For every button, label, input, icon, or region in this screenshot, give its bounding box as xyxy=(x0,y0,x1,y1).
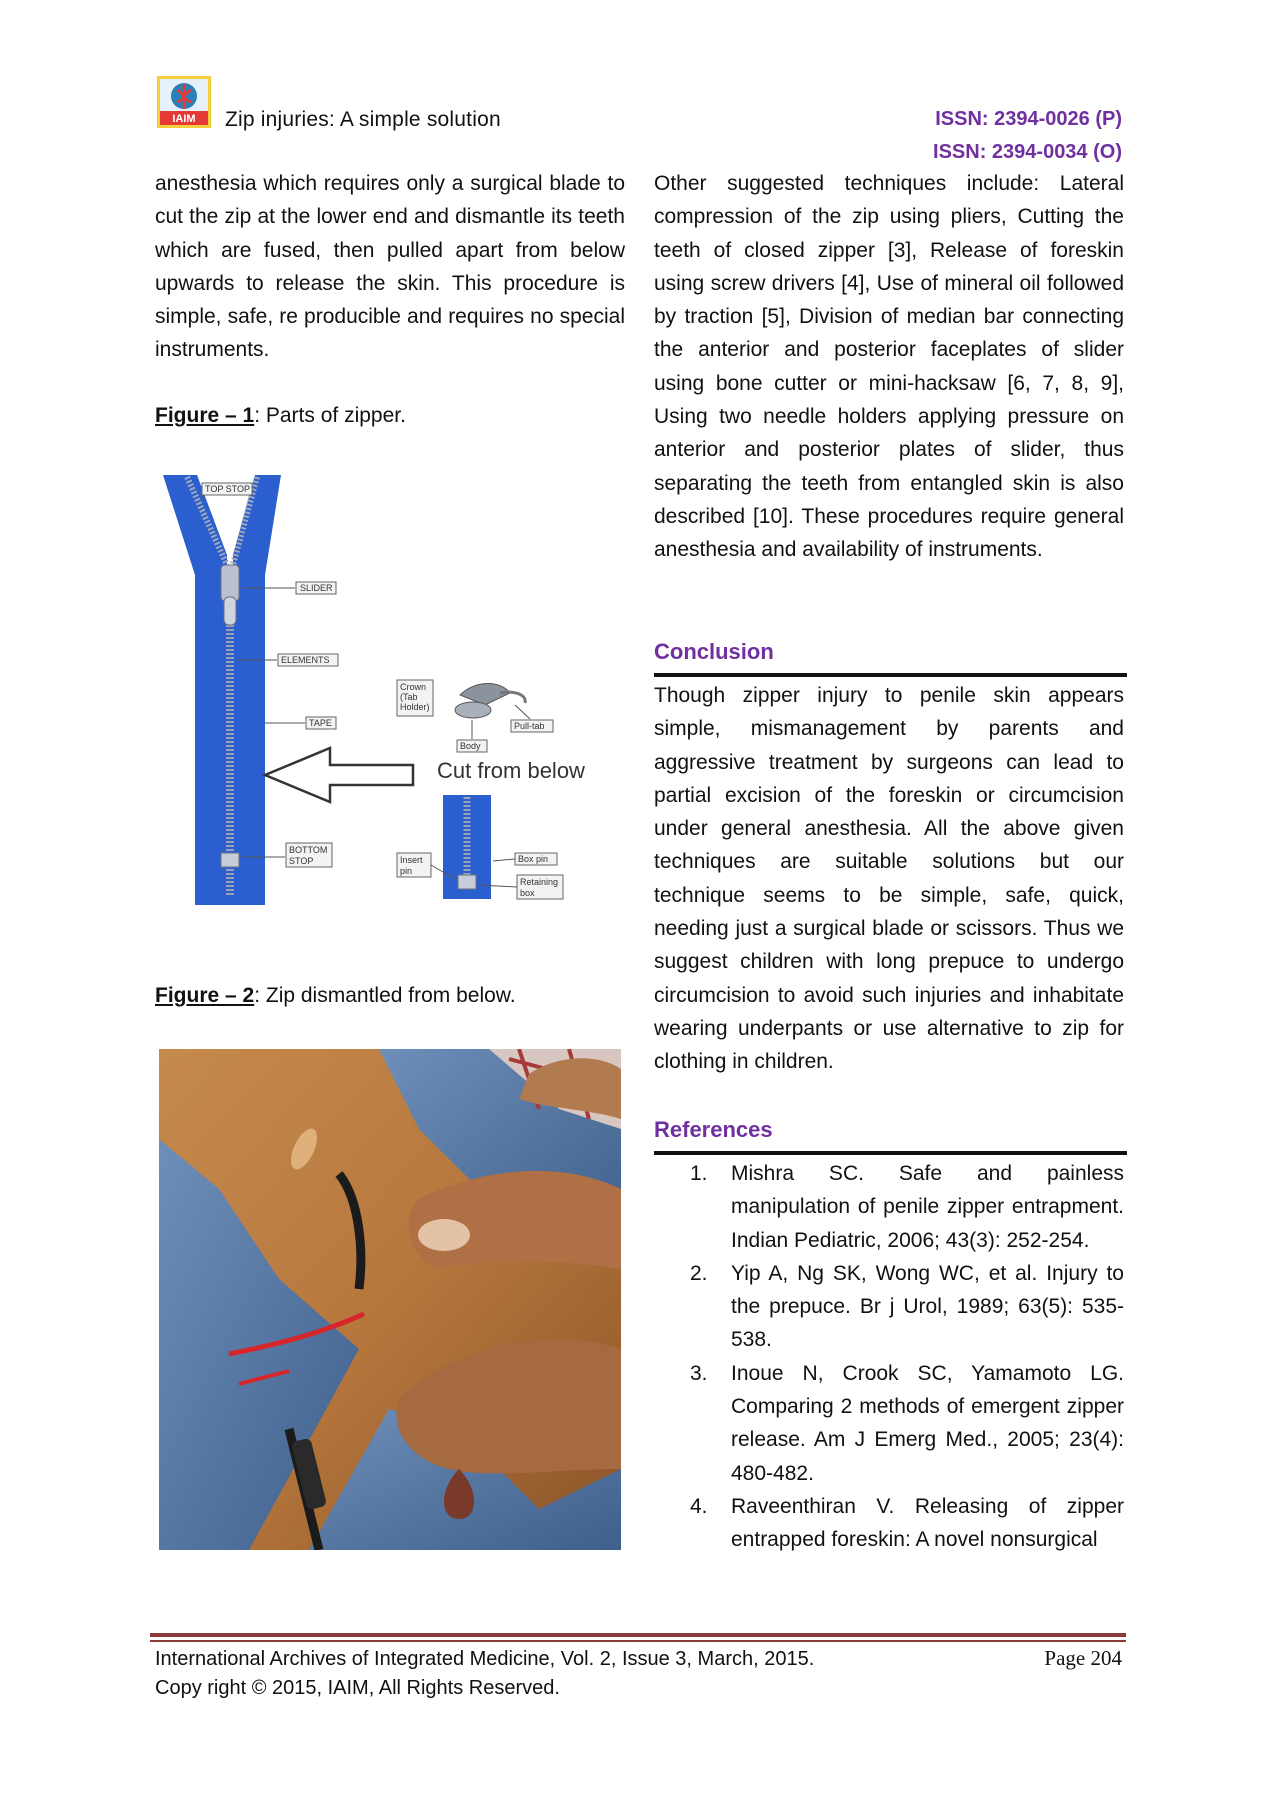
figure-1-zipper-diagram xyxy=(155,465,595,915)
figure-2-label: Figure – 2 xyxy=(155,984,255,1007)
reference-item xyxy=(654,1357,1124,1490)
label-crown-3: Holder) xyxy=(400,702,430,712)
label-slider: SLIDER xyxy=(300,583,333,593)
intro-paragraph: anesthesia which requires only a surgical blade to cut the zip at the lower end and dismantle its teeth which are fused, then pulled apart from below upwards to release the skin. This procedure is simple, safe, re producible and requires no special instruments. xyxy=(155,172,625,362)
figure-2-caption-text: : Zip dismantled from below. xyxy=(254,984,516,1007)
issn-print: ISSN: 2394-0026 (P) xyxy=(935,108,1122,130)
right-column xyxy=(654,167,1124,567)
label-bottom-stop-2: STOP xyxy=(289,856,314,866)
footer-journal-line: International Archives of Integrated Medicine, Vol. 2, Issue 3, March, 2015. xyxy=(155,1648,815,1670)
reference-item xyxy=(654,1257,1124,1357)
reference-number: 1. xyxy=(690,1162,708,1185)
figure-2-caption xyxy=(155,984,516,1008)
conclusion-rule xyxy=(654,673,1127,677)
label-insert-pin-1: Insert xyxy=(400,855,423,865)
conclusion-heading: Conclusion xyxy=(654,639,774,664)
running-title: Zip injuries: A simple solution xyxy=(225,108,501,131)
references-heading: References xyxy=(654,1117,773,1142)
label-body: Body xyxy=(460,741,481,751)
conclusion-paragraph: Though zipper injury to penile skin appears simple, mismanagement by parents and aggressive treatment by surgeons can lead to partial excision of the foreskin or circumcision under general anesthesia. All the above given techniques are suitable solutions but our technique seems to be simple, safe, quick, needing just a surgical blade or scissors. Thus we suggest children with long prepuce to undergo circumcision to avoid such injuries and inhabitate wearing underpants or use alternative to zip for clothing in children. xyxy=(654,684,1124,1074)
label-crown-1: Crown xyxy=(400,682,427,692)
reference-item xyxy=(654,1157,1124,1257)
figure-1-caption-text: : Parts of zipper. xyxy=(254,404,406,427)
logo-text: IAIM xyxy=(172,113,196,125)
label-insert-pin-2: pin xyxy=(400,866,413,876)
reference-list xyxy=(654,1157,1124,1557)
page-number: Page 204 xyxy=(1044,1646,1122,1670)
figure-2-clinical-photo xyxy=(159,1049,621,1550)
footer-copyright: Copy right © 2015, IAIM, All Rights Reserved. xyxy=(155,1677,560,1699)
reference-text: Yip A, Ng SK, Wong WC, et al. Injury to the prepuce. Br j Urol, 1989; 63(5): 535-538. xyxy=(731,1261,1124,1352)
reference-number: 4. xyxy=(690,1494,708,1518)
label-retaining-box-1: Retaining xyxy=(520,877,559,887)
journal-logo xyxy=(157,76,211,128)
label-elements: ELEMENTS xyxy=(281,655,330,665)
label-pull-tab: Pull-tab xyxy=(514,721,545,731)
label-box-pin: Box pin xyxy=(518,854,549,864)
label-bottom-stop-1: BOTTOM xyxy=(289,845,328,855)
label-top-stop: TOP STOP xyxy=(205,484,251,494)
reference-text: Inoue N, Crook SC, Yamamoto LG. Comparing 2 methods of emergent zipper release. Am J Emerg Med., 2005; 23(4): 480-482. xyxy=(731,1361,1124,1485)
footer-rule-thick xyxy=(150,1633,1126,1637)
references-rule xyxy=(654,1151,1127,1155)
reference-text: Mishra SC. Safe and painless manipulation of penile zipper entrapment. Indian Pediatric, 2006; 43(3): 252-254. xyxy=(731,1162,1124,1252)
label-cut-from-below: Cut from below xyxy=(437,758,585,783)
techniques-paragraph: Other suggested techniques include: Lateral compression of the zip using pliers, Cutting the teeth of closed zipper [3], Release of foreskin using screw drivers [4], Use of mineral oil followed by traction [5], Division of median bar connecting the anterior and posterior faceplates of slider using bone cutter or mini-hacksaw [6, 7, 8, 9], Using two needle holders applying pressure on anterior and posterior plates of slider, thus separating the teeth from entangled skin is also described [10]. These procedures require general anesthesia and availability of instruments. xyxy=(654,172,1124,562)
reference-number: 3. xyxy=(690,1361,708,1385)
conclusion-block xyxy=(654,679,1124,1079)
reference-item xyxy=(654,1490,1124,1557)
issn-online: ISSN: 2394-0034 (O) xyxy=(933,141,1122,163)
figure-1-label: Figure – 1 xyxy=(155,404,255,427)
reference-text: Raveenthiran V. Releasing of zipper entrapped foreskin: A novel nonsurgical xyxy=(731,1494,1124,1552)
reference-number: 2. xyxy=(690,1261,708,1285)
figure-1-caption xyxy=(155,404,406,428)
footer-rule-thin xyxy=(150,1640,1126,1642)
label-retaining-box-2: box xyxy=(520,888,535,898)
left-column xyxy=(155,167,625,367)
label-tape: TAPE xyxy=(309,718,332,728)
label-crown-2: (Tab xyxy=(400,692,418,702)
